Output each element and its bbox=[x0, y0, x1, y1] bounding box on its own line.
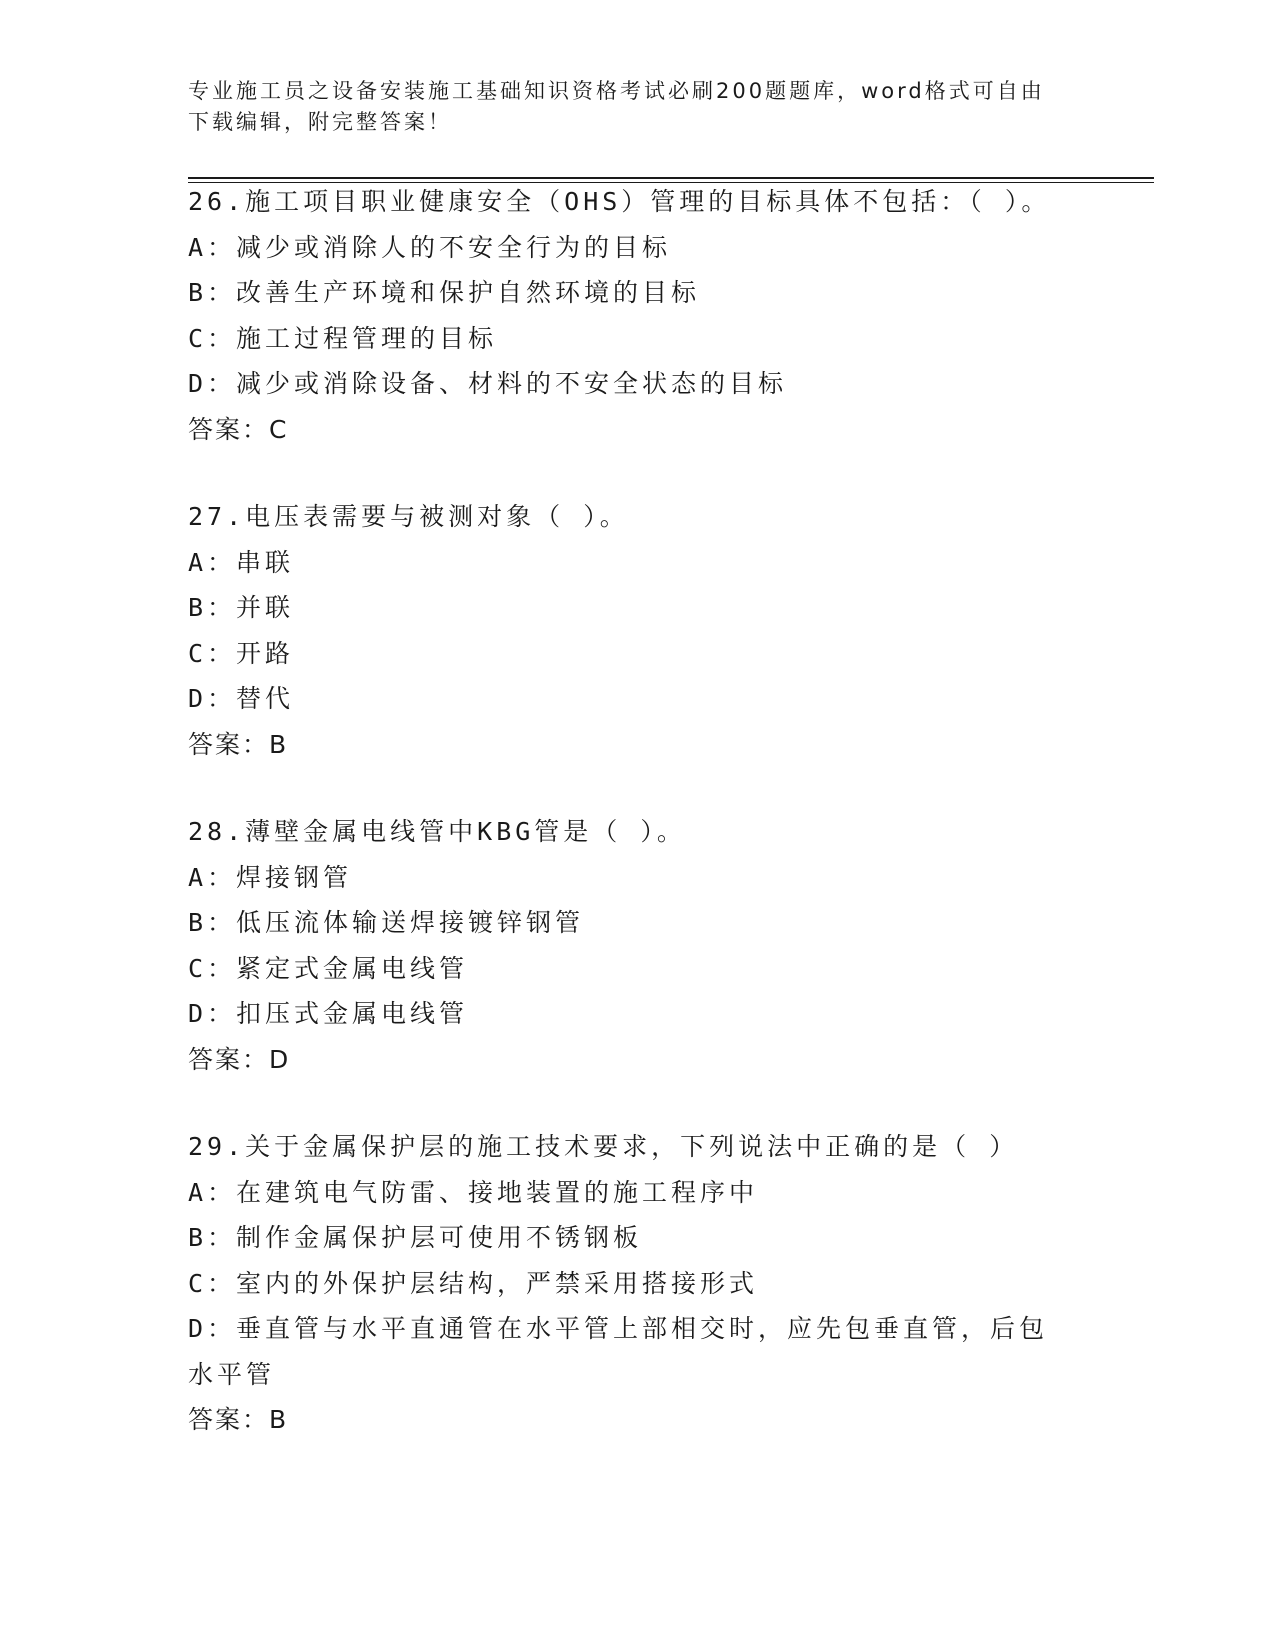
option-b: B：改善生产环境和保护自然环境的目标 bbox=[188, 278, 701, 307]
answer: 答案：B bbox=[188, 1405, 289, 1434]
question-29 bbox=[188, 1124, 1088, 1443]
document-header: 专业施工员之设备安装施工基础知识资格考试必刷200题题库，word格式可自由下载编辑，附完整答案！ bbox=[188, 79, 1045, 134]
option-b: B：低压流体输送焊接镀锌钢管 bbox=[188, 908, 585, 937]
question-stem: 27.电压表需要与被测对象（ ）。 bbox=[188, 502, 629, 531]
answer: 答案：B bbox=[188, 729, 289, 759]
question-28 bbox=[188, 809, 1088, 1082]
question-stem: 28.薄壁金属电线管中KBG管是（ ）。 bbox=[188, 817, 686, 846]
option-c: C：开路 bbox=[188, 638, 295, 668]
question-stem: 26.施工项目职业健康安全（OHS）管理的目标具体不包括：（ ）。 bbox=[188, 187, 1051, 216]
option-d: D：扣压式金属电线管 bbox=[188, 999, 469, 1028]
option-c: C：紧定式金属电线管 bbox=[188, 953, 469, 983]
question-26 bbox=[188, 179, 1088, 452]
option-c: C：施工过程管理的目标 bbox=[188, 323, 498, 353]
option-d: D：减少或消除设备、材料的不安全状态的目标 bbox=[188, 369, 788, 398]
option-d: D：垂直管与水平直通管在水平管上部相交时，应先包垂直管，后包水平管 bbox=[188, 1314, 1049, 1389]
option-d: D：替代 bbox=[188, 684, 295, 713]
question-stem: 29.关于金属保护层的施工技术要求，下列说法中正确的是（ ） bbox=[188, 1132, 1019, 1161]
answer: 答案：C bbox=[188, 414, 289, 444]
option-b: B：并联 bbox=[188, 593, 295, 622]
question-27 bbox=[188, 494, 1088, 767]
option-b: B：制作金属保护层可使用不锈钢板 bbox=[188, 1223, 643, 1252]
option-c: C：室内的外保护层结构，严禁采用搭接形式 bbox=[188, 1268, 759, 1298]
option-a: A：在建筑电气防雷、接地装置的施工程序中 bbox=[188, 1177, 759, 1207]
option-a: A：减少或消除人的不安全行为的目标 bbox=[188, 232, 672, 262]
option-a: A：串联 bbox=[188, 547, 295, 577]
answer: 答案：D bbox=[188, 1044, 291, 1074]
option-a: A：焊接钢管 bbox=[188, 862, 353, 892]
